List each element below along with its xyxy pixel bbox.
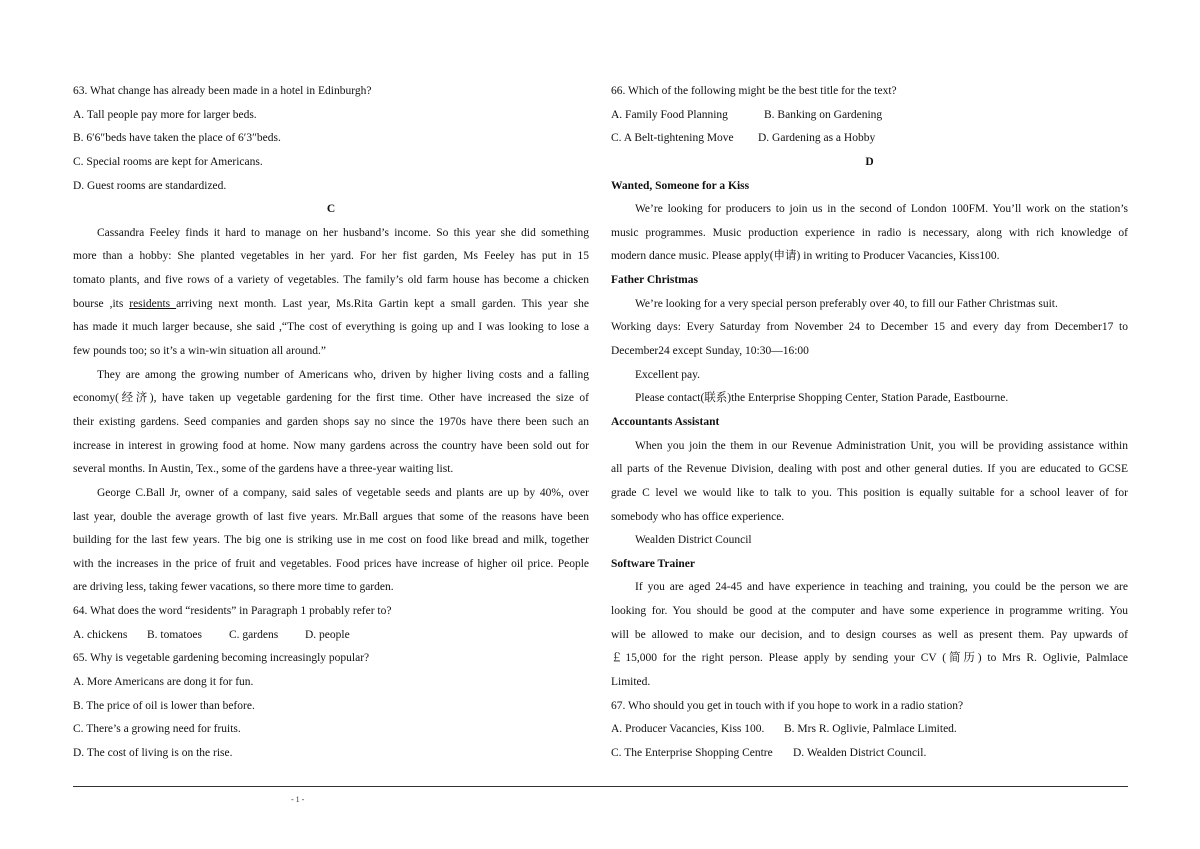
q64-option-a: A. chickens: [73, 628, 128, 641]
q65-option-a: A. More Americans are dong it for fun.: [73, 676, 254, 689]
passage-c-line: are driving less, taking fewer vacations, so there more time to garden.: [73, 581, 394, 594]
passage-c-line: few pounds too; so it’s a win-win situation all around.”: [73, 345, 326, 358]
q67-option-c: C. The Enterprise Shopping Centre: [611, 746, 773, 759]
ad-kiss-line: modern dance music. Please apply(申请) in writing to Producer Vacancies, Kiss100.: [611, 250, 1000, 263]
passage-c-line: [73, 293, 589, 317]
q67-option-b: B. Mrs R. Oglivie, Palmlace Limited.: [784, 723, 957, 736]
passage-c-line: several months. In Austin, Tex., some of the gardens have a three-year waiting list.: [73, 463, 454, 476]
q67-options-row-1: [611, 718, 1128, 742]
passage-c-heading: C: [326, 203, 336, 216]
q67-option-a: A. Producer Vacancies, Kiss 100.: [611, 723, 765, 736]
q65-option-c: C. There’s a growing need for fruits.: [73, 723, 241, 736]
ad-title-father-christmas: Father Christmas: [611, 274, 698, 287]
passage-c-line: with the increases in the price of fruit and vegetables. Food prices have increase of higher oil price. People: [73, 557, 589, 570]
ad-fc-line: Working days: Every Saturday from November 24 to December 15 and every day from December17 to: [611, 321, 1128, 334]
q65-option-b: B. The price of oil is lower than before.: [73, 699, 255, 712]
q65-option-d: D. The cost of living is on the rise.: [73, 746, 233, 759]
left-column: [73, 80, 589, 766]
passage-c-text: arriving next month. Last year, Ms.Rita Gartin kept a small garden. This year she: [176, 297, 589, 310]
passage-c-line: George C.Ball Jr, owner of a company, said sales of vegetable seeds and plants are up by 40%, over: [97, 486, 589, 499]
ad-acc-line: all parts of the Revenue Division, dealing with post and other general duties. If you are educated to GCSE: [611, 463, 1128, 476]
ad-acc-line: When you join the them in our Revenue Administration Unit, you will be providing assistance within: [635, 439, 1128, 452]
ad-fc-line: Excellent pay.: [635, 368, 701, 381]
q66-option-b: B. Banking on Gardening: [764, 108, 883, 121]
q66-option-d: D. Gardening as a Hobby: [758, 132, 876, 145]
q66-option-a: A. Family Food Planning: [611, 108, 728, 121]
passage-c-line: their existing gardens. Seed companies and garden shops say no since the 1970s have there been such an: [73, 415, 589, 428]
page-number: - 1 -: [291, 795, 305, 804]
passage-d-heading: D: [865, 155, 874, 168]
ad-title-accountants: Accountants Assistant: [611, 415, 720, 428]
q64-option-d: D. people: [305, 628, 350, 641]
question-63: 63. What change has already been made in a hotel in Edinburgh?: [73, 85, 372, 97]
footer-divider: [73, 786, 1128, 787]
q64-options: [73, 624, 589, 648]
q64-option-c: C. gardens: [229, 628, 279, 641]
ad-st-line: will be allowed to make our decision, and to design courses as well as present them. Pay upwards of: [611, 628, 1128, 641]
passage-c-line: increase in interest in growing food at home. Now many gardens across the country have been sold out for: [73, 439, 589, 452]
q64-option-b: B. tomatoes: [147, 628, 202, 641]
q63-option-b: B. 6′6″beds have taken the place of 6′3″beds.: [73, 132, 281, 145]
passage-c-line: economy(经济), have taken up vegetable gardening for the first time. Other have increased the size of: [73, 392, 589, 405]
passage-c-line: more than a hobby: She planted vegetables in her yard. For her fist garden, Ms Feeley has put in 15: [73, 250, 589, 263]
ad-acc-line: grade C level we would like to talk to you. This position is equally suitable for a school leaver of for: [611, 486, 1128, 499]
q67-options-row-2: [611, 742, 1128, 766]
right-column: [611, 80, 1128, 766]
ad-st-line: If you are aged 24-45 and have experience in teaching and training, you could be the person we are: [635, 581, 1128, 594]
ad-kiss-line: We’re looking for producers to join us in the second of London 100FM. You’ll work on the station’s: [635, 203, 1128, 216]
q66-option-c: C. A Belt-tightening Move: [611, 132, 734, 145]
passage-c-line: has made it much larger because, she said ,“The cost of everything is going up and I was looking to lose a: [73, 321, 589, 334]
question-66: 66. Which of the following might be the best title for the text?: [611, 85, 897, 97]
question-64: 64. What does the word “residents” in Paragraph 1 probably refer to?: [73, 605, 392, 618]
q63-option-d: D. Guest rooms are standardized.: [73, 179, 227, 192]
q66-options-row-2: [611, 127, 1128, 151]
ad-acc-line: Wealden District Council: [635, 534, 752, 547]
question-67: 67. Who should you get in touch with if you hope to work in a radio station?: [611, 699, 964, 712]
question-65: 65. Why is vegetable gardening becoming increasingly popular?: [73, 652, 370, 665]
passage-c-line: last year, double the average growth of last five years. Mr.Ball argues that some of the reasons have been: [73, 510, 589, 523]
passage-c-line: building for the last few years. The big one is striking use in me cost on food like bread and milk, together: [73, 534, 589, 547]
q66-options-row-1: [611, 104, 1128, 128]
q63-option-a: A. Tall people pay more for larger beds.: [73, 108, 257, 121]
q63-option-c: C. Special rooms are kept for Americans.: [73, 155, 263, 168]
ad-st-line: Limited.: [611, 676, 651, 689]
ad-title-software-trainer: Software Trainer: [611, 557, 695, 570]
ad-acc-line: somebody who has office experience.: [611, 510, 785, 523]
q67-option-d: D. Wealden District Council.: [793, 746, 927, 759]
ad-st-line: looking for. You should be good at the computer and have some experience in programme writing. You: [611, 605, 1128, 618]
ad-kiss-line: music programmes. Music production experience in radio is necessary, along with rich knowledge of: [611, 226, 1128, 239]
ad-title-kiss: Wanted, Someone for a Kiss: [611, 179, 750, 192]
passage-c-line: They are among the growing number of Americans who, driven by higher living costs and a falling: [97, 368, 589, 381]
residents-word: residents: [129, 297, 177, 310]
ad-fc-line: Please contact(联系)the Enterprise Shopping Center, Station Parade, Eastbourne.: [635, 392, 1009, 405]
passage-c-line: Cassandra Feeley finds it hard to manage on her husband’s income. So this year she did something: [97, 226, 589, 239]
ad-fc-line: December24 except Sunday, 10:30—16:00: [611, 345, 809, 358]
passage-c-line: tomato plants, and five rows of a variety of vegetables. The family’s old farm house has become a chicken: [73, 274, 589, 287]
ad-fc-line: We’re looking for a very special person preferably over 40, to fill our Father Christmas suit.: [635, 297, 1058, 310]
passage-c-text: bourse ,its: [73, 297, 130, 310]
ad-st-line: ￡15,000 for the right person. Please apply by sending your CV (简历) to Mrs R. Oglivie, Palmlace: [611, 652, 1128, 665]
